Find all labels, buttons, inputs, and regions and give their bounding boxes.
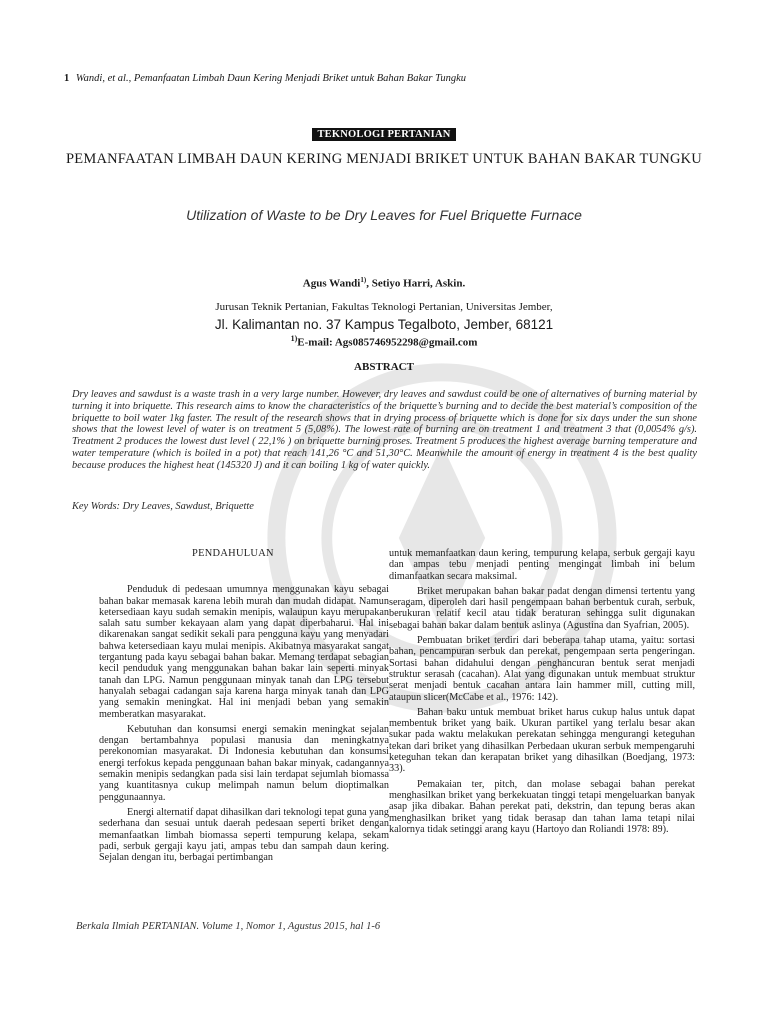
abstract-heading: ABSTRACT [354,361,414,373]
paragraph: Pembuatan briket terdiri dari beberapa tahap utama, yaitu: sortasi bahan, pencampuran serbuk dan perekat, pengempaan serta pengeringan. Sortasi bahan didahului dengan penghancuran bentuk serat menjadi struktur serasah (cacahan). Alat yang digunakan untuk membuat struktur serat menjadi bentuk cacahan antara lain hammer mill, cutting mill, ataupun slicer(McCabe et al., 1976: 142). [389,635,695,703]
paper-subtitle: Utilization of Waste to be Dry Leaves for Fuel Briquette Furnace [186,207,582,223]
paragraph: Pemakaian ter, pitch, dan molase sebagai bahan perekat menghasilkan briket yang berkekuatan tinggi tetapi mengeluarkan banyak asap jika dibakar. Bahan perekat pati, dekstrin, dan tepung beras akan menghasilkan briket yang tidak berasap dan tahan lama tetapi nilai kalornya tidak setinggi arang kayu (Hartoyo dan Roliandi 1978: 89). [389,778,695,835]
journal-footer: Berkala Ilmiah PERTANIAN. Volume 1, Nomor 1, Agustus 2015, hal 1-6 [76,921,381,932]
author-sup: 1) [360,276,367,284]
abstract-text: Dry leaves and sawdust is a waste trash in a very large number. However, dry leaves and sawdust could be one of alternatives of burning material by turning it into briquette. This research aims to know the characteristics of the briquette’s burning and to decide the best material’s composition of the briquette to boil water 1kg faster. The result of the research shows that in drying process of briquette which is done for six days under the sun shone shows that the lowest level of water is on treatment 5 (5,08%). The lowest rate of burning are on treatment 1 and treatment 3 that (0,0054% g/s). Treatment 2 produces the lowest dust level ( 22,1% ) on briquette burning proses. Treatment 5 produces the highest average burning temperature and water temperature (which is boiled in a pot) that reach 141,26 °C and 51,30°C. Meanwhile the amount of energy in treatment 4 is the best quality because produces the highest heat (145320 J) and it can boiling 1 kg of water quickly. [72,389,697,471]
left-column [99,548,389,867]
section-tag [0,124,768,142]
paragraph: Briket merupakan bahan bakar padat dengan dimensi tertentu yang seragam, diperoleh dari hasil pengempaan bahan berbentuk curah, serbuk, berukuran relatif kecil atau tidak beraturan sehingga sulit digunakan sebagai bahan bakar dalam bentuk aslinya (Agustina dan Syafrian, 2005). [389,585,695,631]
email-sup: 1) [290,334,298,343]
running-header [64,73,728,84]
paragraph: untuk memanfaatkan daun kering, tempurung kelapa, serbuk gergaji kayu dan ampas tebu menjadi penting mengingat limbah ini belum dimanfaatkan secara maksimal. [389,548,695,582]
keywords: Key Words: Dry Leaves, Sawdust, Briquette [72,501,254,512]
paper-title: PEMANFAATAN LIMBAH DAUN KERING MENJADI BRIKET UNTUK BAHAN BAKAR TUNGKU [66,151,702,167]
paragraph: Energi alternatif dapat dihasilkan dari teknologi tepat guna yang sederhana dan sesuai untuk daerah pedesaan seperti briket dengan memanfaatkan limbah biomassa seperti tempurung kelapa, sekam padi, serbuk gergaji kayu jati, ampas tebu dan sampah daun kering. Sejalan dengan itu, berbagai pertimbangan [99,806,389,864]
section-tag-label: TEKNOLOGI PERTANIAN [312,128,455,141]
page-number: 1 [64,73,70,84]
affiliation: Jurusan Teknik Pertanian, Fakultas Teknologi Pertanian, Universitas Jember, [215,301,553,313]
authors [0,276,768,290]
author-rest: , Setiyo Harri, Askin. [366,277,466,290]
right-column [389,548,695,839]
email-text: E-mail: Ags085746952298@gmail.com [297,336,478,349]
running-title: Wandi, et al., Pemanfaatan Limbah Daun Kering Menjadi Briket untuk Bahan Bakar Tungku [75,73,466,84]
email-line [0,334,768,349]
paragraph: Kebutuhan dan konsumsi energi semakin meningkat sejalan dengan bertambahnya populasi manusia dan meningkatnya perekonomian masyarakat. Di Indonesia kebutuhan dan konsumsi energi terfokus kepada penggunaan bahan bakar minyak, cadangannya semakin menipis sedangkan pada sisi lain terdapat sejumlah biomassa yang kuantitasnya cukup melimpah namun belum dioptimalkan penggunaannya. [99,723,389,803]
paragraph: Penduduk di pedesaan umumnya menggunakan kayu sebagai bahan bakar memasak karena lebih murah dan mudah didapat. Namun ketersediaan kayu sudah semakin menipis, walaupun kayu merupakan salah satu sumber kekayaan alam yang dapat diperbaharui. Hal ini dikarenakan sangat sedikit sekali para pengguna kayu yang menyadari bahwa ketersediaan kayu mulai menipis. Akibatnya masyarakat sangat tergantung pada kayu sebagai bahan bakar. Memang terdapat sebagian kecil penduduk yang menggunakan bahan bakar lain seperti minyak tanah dan LPG. Namun penggunaan minyak tanah dan LPG tersebut hanyalah sebagai cadangan saja karena harga minyak tanah dan LPG yang semakin meningkat. Hal ini menjadi beban yang semakin memberatkan masyarakat. [99,584,389,720]
section-heading-pendahuluan: PENDAHULUAN [192,548,274,559]
author-main: Agus Wandi [302,277,361,290]
paragraph: Bahan baku untuk membuat briket harus cukup halus untuk dapat membentuk briket yang baik. Ukuran partikel yang terlalu besar akan sukar pada waktu melakukan perekatan sehingga mengurangi keteguhan tekan dari briket yang dihasilkan Perbedaan ukuran serbuk mempengaruhi keteguhan tekan dan kerapatan briket yang dihasilkan (Boedjang, 1973: 33). [389,706,695,775]
address: Jl. Kalimantan no. 37 Kampus Tegalboto, Jember, 68121 [214,317,554,332]
